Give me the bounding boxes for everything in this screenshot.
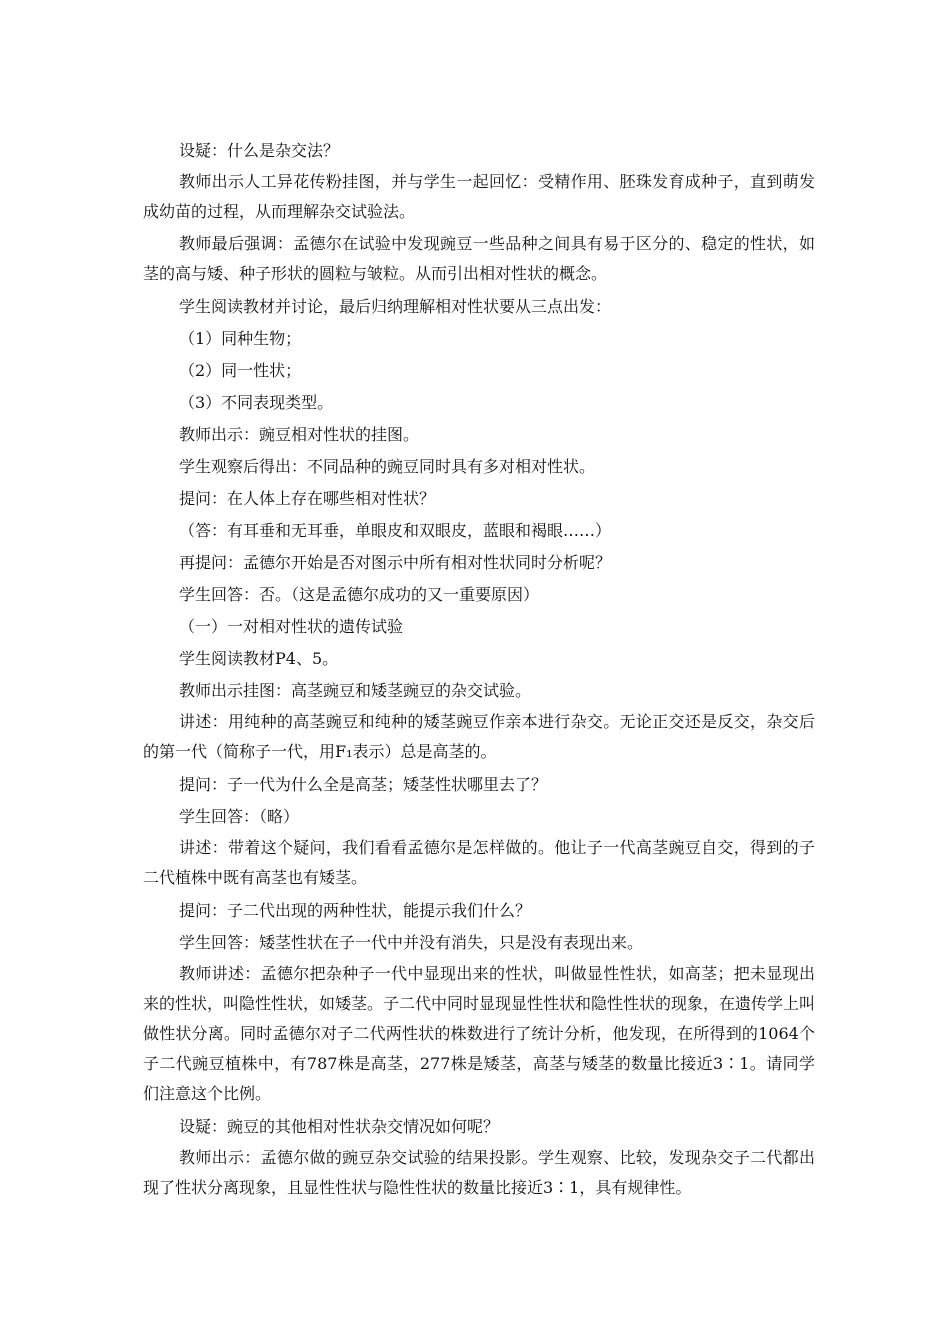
paragraph-9: 讲述：用纯种的高茎豌豆和纯种的矮茎豌豆作亲本进行杂交。无论正交还是反交，杂交后的第一代（简称子一代，用F₁表示）总是高茎的。 — [143, 712, 815, 761]
question-3: 提问：子一代为什么全是高茎；矮茎性状哪里去了？ — [179, 775, 548, 794]
list-item-3: （3）不同表现类型。 — [179, 393, 334, 412]
paragraph-4: 学生阅读教材并讨论，最后归纳理解相对性状要从三点出发： — [179, 297, 612, 316]
answer-4: 学生回答：矮茎性状在子一代中并没有消失，只是没有表现出来。 — [179, 933, 644, 952]
paragraph-1: 设疑：什么是杂交法？ — [179, 141, 340, 160]
paragraph-3: 教师最后强调：孟德尔在试验中发现豌豆一些品种之间具有易于区分的、稳定的性状，如茎的高与矮、种子形状的圆粒与皱粒。从而引出相对性状的概念。 — [143, 234, 815, 283]
question-2: 再提问：孟德尔开始是否对图示中所有相对性状同时分析呢？ — [179, 553, 612, 572]
answer-1: （答：有耳垂和无耳垂，单眼皮和双眼皮，蓝眼和褐眼……） — [179, 521, 612, 540]
list-item-1: （1）同种生物； — [179, 329, 302, 348]
list-item-2: （2）同一性状； — [179, 361, 302, 380]
paragraph-2: 教师出示人工异花传粉挂图，并与学生一起回忆：受精作用、胚珠发育成种子，直到萌发成幼苗的过程，从而理解杂交试验法。 — [143, 172, 815, 221]
paragraph-7: 学生阅读教材P4、5。 — [179, 649, 339, 668]
section-heading: （一）一对相对性状的遗传试验 — [179, 617, 404, 636]
paragraph-8: 教师出示挂图：高茎豌豆和矮茎豌豆的杂交试验。 — [179, 681, 532, 700]
paragraph-12: 教师出示：孟德尔做的豌豆杂交试验的结果投影。学生观察、比较，发现杂交子二代都出现了性状分离现象，且显性性状与隐性性状的数量比接近3∶1，具有规律性。 — [143, 1148, 815, 1197]
question-1: 提问：在人体上存在哪些相对性状？ — [179, 489, 436, 508]
document-body — [143, 135, 815, 1205]
paragraph-11: 教师讲述：孟德尔把杂种子一代中显现出来的性状，叫做显性性状，如高茎；把未显现出来的性状，叫隐性性状，如矮茎。子二代中同时显现显性性状和隐性性状的现象，在遗传学上叫做性状分离。同时孟德尔对子二代两性状的株数进行了统计分析，他发现，在所得到的1064个子二代豌豆植株中，有787株是高茎，277株是矮茎，高茎与矮茎的数量比接近3∶1。请同学们注意这个比例。 — [143, 964, 816, 1103]
paragraph-5: 教师出示：豌豆相对性状的挂图。 — [179, 425, 420, 444]
question-5: 设疑：豌豆的其他相对性状杂交情况如何呢？ — [179, 1117, 500, 1136]
answer-2: 学生回答：否。（这是孟德尔成功的又一重要原因） — [179, 585, 540, 604]
answer-3: 学生回答：（略） — [179, 807, 300, 826]
question-4: 提问：子二代出现的两种性状，能提示我们什么？ — [179, 901, 532, 920]
paragraph-6: 学生观察后得出：不同品种的豌豆同时具有多对相对性状。 — [179, 457, 596, 476]
paragraph-10: 讲述：带着这个疑问，我们看看孟德尔是怎样做的。他让子一代高茎豌豆自交，得到的子二代植株中既有高茎也有矮茎。 — [143, 838, 815, 887]
